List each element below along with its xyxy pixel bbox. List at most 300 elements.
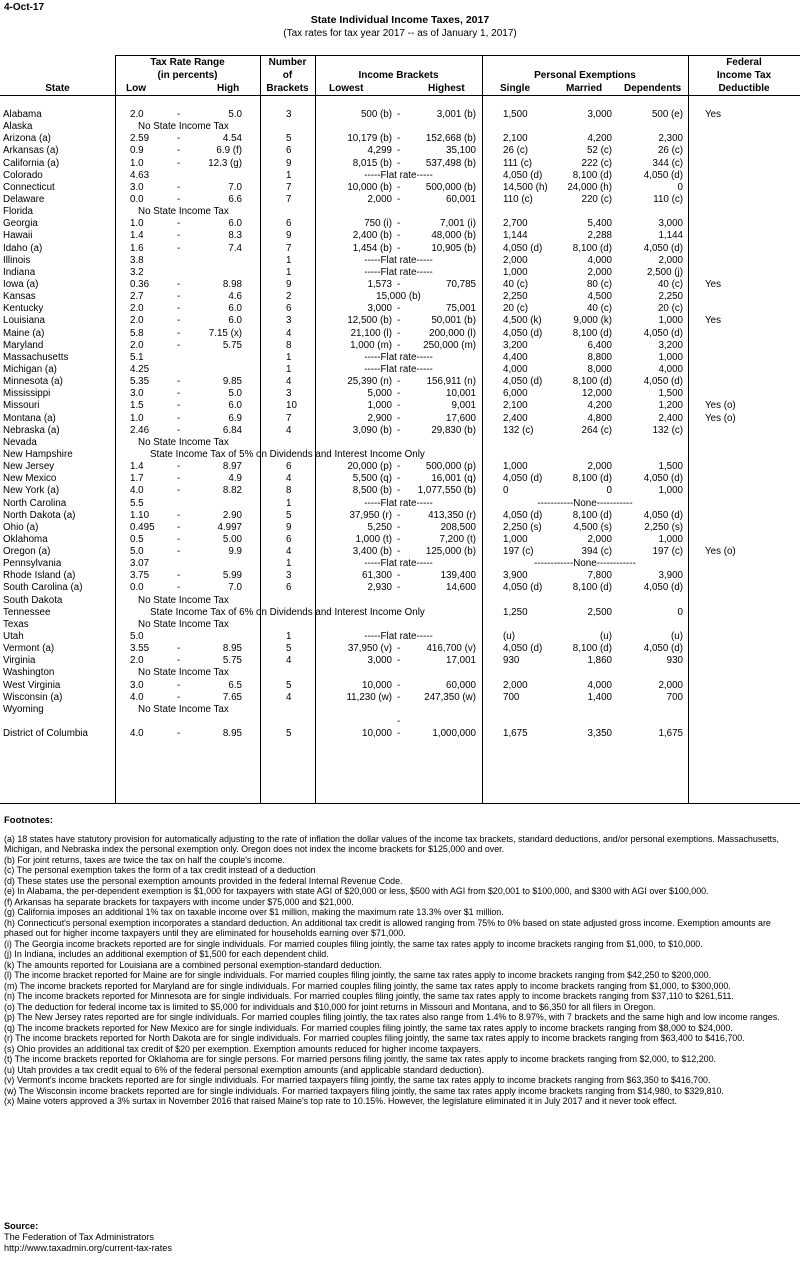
exemption-dependents: 0 [677, 181, 683, 193]
bracket-count: 8 [286, 339, 292, 351]
exemption-married: 6,400 [587, 339, 612, 351]
flat-rate-note: -----Flat rate----- [364, 363, 433, 375]
bracket-count: 3 [286, 315, 292, 327]
state-name: Washington [3, 667, 55, 679]
exemption-dependents: 4,050 (d) [643, 582, 683, 594]
rate-low: 3.07 [130, 558, 150, 570]
federal-deductible: Yes (o) [705, 412, 736, 424]
rate-high: 6.9 (f) [216, 145, 242, 157]
table-row [0, 364, 800, 376]
bracket-count: 6 [286, 145, 292, 157]
range-dash: - [397, 424, 401, 436]
exemption-dependents: (u) [671, 631, 683, 643]
rate-high: 6.9 [228, 412, 242, 424]
federal-deductible: Yes [705, 109, 721, 120]
state-name: Florida [3, 206, 33, 218]
range-dash: - [177, 679, 181, 691]
range-dash: - [177, 109, 181, 120]
rate-low: 3.8 [130, 254, 144, 266]
footnote: (w) The Wisconsin income brackets reported are for single individuals. For married taxpayers filing jointly, the same tax rates apply income brackets ranging from $14,980, to $329,810. [4, 1085, 724, 1096]
footnote: (b) For joint returns, taxes are twice the tax on half the couple's income. [4, 854, 285, 865]
exemption-single: 2,250 (s) [503, 521, 542, 533]
state-name: South Dakota [3, 594, 63, 606]
bracket-count: 9 [286, 157, 292, 169]
state-name: Massachusetts [3, 351, 69, 363]
table-row [0, 522, 800, 534]
bracket-count: 9 [286, 230, 292, 242]
rate-high: 5.0 [228, 388, 242, 400]
table-row [0, 558, 800, 570]
bracket-count: 4 [286, 424, 292, 436]
no-exemption-note: -----------None----------- [537, 497, 633, 509]
rate-low: 4.0 [130, 728, 144, 740]
rate-low: 5.8 [130, 327, 144, 339]
range-dash: - [397, 485, 401, 497]
exemption-dependents: 2,000 [658, 679, 683, 691]
income-lowest: 37,950 (r) [349, 509, 392, 521]
income-lowest: 10,179 (b) [347, 133, 392, 145]
bracket-count: 8 [286, 485, 292, 497]
exemption-dependents: 4,050 (d) [643, 169, 683, 181]
exemption-dependents: 1,675 [658, 728, 683, 740]
table-row [0, 582, 800, 594]
range-dash: - [177, 157, 181, 169]
range-dash: - [177, 181, 181, 193]
exemption-single: 0 [503, 485, 509, 497]
range-dash: - [177, 278, 181, 290]
range-dash: - [177, 521, 181, 533]
income-highest: 17,001 [446, 655, 476, 667]
exemption-dependents: 1,500 [658, 388, 683, 400]
dividend-tax-note: State Income Tax of 5% on Dividends and Interest Income Only [150, 448, 425, 460]
exemption-dependents: 700 [666, 691, 683, 703]
range-dash: - [177, 461, 181, 473]
state-name: Georgia [3, 218, 38, 230]
state-name: Wyoming [3, 703, 44, 715]
state-name: Maryland [3, 339, 44, 351]
rate-low: 2.0 [130, 315, 144, 327]
header-bottom-rule [0, 95, 800, 96]
range-dash: - [177, 242, 181, 254]
exemption-married: 4,000 [587, 679, 612, 691]
range-dash: - [397, 461, 401, 473]
bracket-count: 1 [286, 497, 292, 509]
rate-high: 5.00 [222, 533, 242, 545]
state-name: Michigan (a) [3, 363, 57, 375]
exemption-single: 3,900 [503, 570, 528, 582]
rate-low: 3.75 [130, 570, 150, 582]
range-dash: - [177, 473, 181, 485]
exemption-dependents: 1,500 [658, 461, 683, 473]
table-row [0, 170, 800, 182]
table-row [0, 315, 800, 327]
state-name: Texas [3, 618, 29, 630]
federal-deductible: Yes [705, 278, 721, 290]
footnote: (u) Utah provides a tax credit equal to 6% of the federal personal exemption amounts (and applicable standard deduction). [4, 1064, 485, 1075]
income-lowest: 3,000 [367, 655, 392, 667]
bracket-count: 6 [286, 218, 292, 230]
income-lowest: 3,090 (b) [352, 424, 392, 436]
footnote: (f) Arkansas ha separate brackets for taxpayers with income under $75,000 and $21,000. [4, 896, 354, 907]
footnote: (o) The deduction for federal income tax is limited to $5,000 for individuals and $10,000 for joint returns in Missouri and Montana, and to $6,350 for all filers in Oregon. [4, 1001, 656, 1012]
income-highest: 500,000 (p) [425, 461, 476, 473]
range-dash: - [397, 109, 401, 120]
flat-rate-note: -----Flat rate----- [364, 558, 433, 570]
bracket-count: 1 [286, 169, 292, 181]
range-dash: - [397, 509, 401, 521]
no-tax-note: No State Income Tax [138, 703, 229, 715]
footnote: (d) These states use the personal exemption amounts provided in the federal Internal Revenue Code. [4, 875, 403, 886]
bracket-count: 2 [286, 291, 292, 303]
income-lowest: 500 (b) [360, 109, 392, 120]
exemption-married: 2,000 [587, 266, 612, 278]
exemption-single: 1,250 [503, 606, 528, 618]
table-row [0, 255, 800, 267]
exemption-single: 1,000 [503, 461, 528, 473]
table-row [0, 716, 800, 728]
rate-high: 5.0 [228, 109, 242, 120]
state-name: Alabama [3, 109, 42, 120]
rate-high: 9.9 [228, 546, 242, 558]
range-dash: - [177, 218, 181, 230]
exemption-married: 394 (c) [581, 546, 612, 558]
table-row [0, 413, 800, 425]
rate-high: 7.0 [228, 181, 242, 193]
exemption-dependents: 4,050 (d) [643, 242, 683, 254]
exemption-dependents: 40 (c) [657, 278, 683, 290]
range-dash: - [397, 388, 401, 400]
table-row [0, 680, 800, 692]
footnote: (p) The New Jersey rates reported are for single individuals. For married couples filing jointly, the tax rates also range from 1.4% to 8.97%, with 7 brackets and the same high and low income ranges. [4, 1012, 780, 1022]
rate-high: 7.15 (x) [208, 327, 242, 339]
table-row [0, 498, 800, 510]
footnotes-list [4, 834, 794, 1107]
header-of: of [282, 70, 293, 81]
range-dash: - [177, 570, 181, 582]
exemption-dependents: 2,500 (j) [647, 266, 683, 278]
range-dash: - [397, 570, 401, 582]
exemption-single: 4,050 (d) [503, 242, 543, 254]
exemption-dependents: 197 (c) [652, 546, 683, 558]
exemption-single: 4,050 (d) [503, 376, 543, 388]
range-dash: - [397, 315, 401, 327]
flat-rate-note: -----Flat rate----- [364, 351, 433, 363]
rate-high: 8.97 [222, 461, 242, 473]
exemption-single: 4,050 (d) [503, 582, 543, 594]
income-lowest: 8,015 (b) [352, 157, 392, 169]
state-name: Iowa (a) [3, 278, 39, 290]
federal-deductible: Yes [705, 315, 721, 327]
table-row [0, 352, 800, 364]
exemption-single: 40 (c) [503, 278, 529, 290]
exemption-dependents: 4,050 (d) [643, 643, 683, 655]
income-lowest: 20,000 (p) [347, 461, 392, 473]
range-dash: - [397, 691, 401, 703]
state-name: Colorado [3, 169, 43, 181]
bracket-count: 4 [286, 546, 292, 558]
rate-low: 2.0 [130, 655, 144, 667]
exemption-dependents: 4,050 (d) [643, 376, 683, 388]
federal-deductible: Yes (o) [705, 400, 736, 412]
range-dash: - [177, 546, 181, 558]
bracket-count: 1 [286, 266, 292, 278]
state-name: Ohio (a) [3, 521, 39, 533]
exemption-married: 2,000 [587, 461, 612, 473]
rate-high: 2.90 [222, 509, 242, 521]
exemption-married: 8,800 [587, 351, 612, 363]
state-name: New Jersey [3, 461, 55, 473]
exemption-single: 3,200 [503, 339, 528, 351]
exemption-dependents: 3,900 [658, 570, 683, 582]
source-url[interactable]: http://www.taxadmin.org/current-tax-rates [4, 1243, 172, 1253]
rate-high: 5.99 [222, 570, 242, 582]
exemption-married: 80 (c) [586, 278, 612, 290]
range-dash: - [397, 521, 401, 533]
exemption-married: 7,800 [587, 570, 612, 582]
rate-low: 0.495 [130, 521, 155, 533]
table-row [0, 291, 800, 303]
table-row [0, 145, 800, 157]
income-highest: 17,600 [446, 412, 476, 424]
state-name: District of Columbia [3, 728, 88, 740]
exemption-single: 4,050 (d) [503, 643, 543, 655]
range-dash: - [397, 133, 401, 145]
exemption-single: 20 (c) [503, 303, 529, 315]
exemption-married: (u) [600, 631, 612, 643]
income-lowest: 1,573 [367, 278, 392, 290]
income-highest: 14,600 [446, 582, 476, 594]
exemption-single: 1,000 [503, 533, 528, 545]
range-dash: - [397, 145, 401, 157]
range-dash: - [397, 327, 401, 339]
income-highest: 250,000 (m) [423, 339, 476, 351]
header-single: Single [500, 83, 531, 94]
bracket-count: 7 [286, 412, 292, 424]
rate-low: 2.0 [130, 303, 144, 315]
exemption-single: 4,050 (d) [503, 509, 543, 521]
no-tax-note: No State Income Tax [138, 436, 229, 448]
state-name: Virginia [3, 655, 36, 667]
exemption-married: 8,100 (d) [572, 242, 612, 254]
exemption-dependents: 2,000 [658, 254, 683, 266]
range-dash: - [177, 339, 181, 351]
range-dash: - [397, 473, 401, 485]
table-row [0, 473, 800, 485]
state-name: New Mexico [3, 473, 57, 485]
income-lowest: 2,900 [367, 412, 392, 424]
footnotes-section [4, 816, 794, 1107]
state-name: Wisconsin (a) [3, 691, 63, 703]
source-org: The Federation of Tax Administrators [4, 1232, 154, 1242]
header-in-percents: (in percents) [157, 70, 218, 81]
table-row [0, 206, 800, 218]
income-highest: 3,001 (b) [436, 109, 476, 120]
exemption-single: 1,675 [503, 728, 528, 740]
table-row [0, 340, 800, 352]
exemption-married: 9,000 (k) [573, 315, 612, 327]
header-lowest: Lowest [329, 83, 364, 94]
income-lowest: 12,500 (b) [347, 315, 392, 327]
exemption-married: 1,860 [587, 655, 612, 667]
rate-high: 7.65 [222, 691, 242, 703]
table-row [0, 692, 800, 704]
income-highest: 35,100 [446, 145, 476, 157]
table-row [0, 121, 800, 133]
income-lowest: 3,000 [367, 303, 392, 315]
bracket-count: 1 [286, 631, 292, 643]
no-tax-note: No State Income Tax [138, 206, 229, 218]
footnote: (v) Vermont's income brackets reported are for single individuals. For married taxpayers filing jointly, the same tax rates apply to income brackets ranging from $63,350 to $416,700. [4, 1075, 711, 1085]
bracket-count: 4 [286, 691, 292, 703]
exemption-dependents: 110 (c) [653, 193, 683, 205]
state-name: Arizona (a) [3, 133, 51, 145]
exemption-single: 930 [503, 655, 520, 667]
table-row [0, 461, 800, 473]
table-row [0, 631, 800, 643]
range-dash: - [397, 242, 401, 254]
flat-rate-note: -----Flat rate----- [364, 497, 433, 509]
rate-low: 1.4 [130, 230, 144, 242]
bracket-count: 1 [286, 363, 292, 375]
range-dash: - [177, 655, 181, 667]
rate-high: 8.95 [222, 728, 242, 740]
table-row [0, 328, 800, 340]
exemption-married: 3,000 [587, 109, 612, 120]
rate-low: 1.0 [130, 218, 144, 230]
exemption-married: 4,200 [587, 400, 612, 412]
range-dash: - [397, 728, 401, 740]
rate-low: 4.0 [130, 691, 144, 703]
rate-low: 2.46 [130, 424, 150, 436]
exemption-dependents: 4,000 [658, 363, 683, 375]
range-dash: - [177, 193, 181, 205]
table-row [0, 667, 800, 679]
rate-high: 4.997 [217, 521, 242, 533]
exemption-single: 132 (c) [503, 424, 534, 436]
table-row [0, 230, 800, 242]
table-row [0, 728, 800, 740]
exemption-single: 2,400 [503, 412, 528, 424]
exemption-single: 4,050 (d) [503, 327, 543, 339]
table-row [0, 704, 800, 716]
state-name: Rhode Island (a) [3, 570, 76, 582]
state-name: Tennessee [3, 606, 51, 618]
header-high: High [217, 83, 240, 94]
exemption-dependents: 3,000 [658, 218, 683, 230]
income-highest: 156,911 (n) [426, 376, 476, 388]
state-name: Hawaii [3, 230, 33, 242]
table-row [0, 534, 800, 546]
exemption-married: 5,400 [587, 218, 612, 230]
bracket-count: 5 [286, 509, 292, 521]
state-name: West Virginia [3, 679, 61, 691]
rate-high: 6.6 [228, 193, 242, 205]
range-dash: - [397, 218, 401, 230]
table-row [0, 619, 800, 631]
table-row [0, 510, 800, 522]
table-row [0, 400, 800, 412]
exemption-single: 2,000 [503, 679, 528, 691]
exemption-dependents: 2,400 [658, 412, 683, 424]
rate-low: 2.59 [130, 133, 150, 145]
income-lowest: 21,100 (l) [350, 327, 392, 339]
exemption-married: 4,000 [587, 254, 612, 266]
income-lowest: 11,230 (w) [346, 691, 392, 703]
state-name: New Hampshire [3, 448, 73, 460]
bracket-count: 1 [286, 254, 292, 266]
table-row [0, 243, 800, 255]
exemption-married: 2,288 [587, 230, 612, 242]
exemption-single: 4,050 (d) [503, 473, 543, 485]
exemption-married: 24,000 (h) [567, 181, 612, 193]
rate-low: 0.9 [130, 145, 144, 157]
range-dash: - [397, 643, 401, 655]
range-dash: - [177, 485, 181, 497]
exemption-single: 2,250 [503, 291, 528, 303]
bracket-count: 3 [286, 109, 292, 120]
table-row [0, 570, 800, 582]
exemption-married: 40 (c) [586, 303, 612, 315]
exemption-married: 52 (c) [586, 145, 612, 157]
rate-low: 1.5 [130, 400, 144, 412]
header-deductible: Deductible [718, 83, 770, 94]
exemption-married: 4,800 [587, 412, 612, 424]
range-dash: - [177, 643, 181, 655]
exemption-married: 8,100 (d) [572, 643, 612, 655]
table-row [0, 425, 800, 437]
income-highest: 139,400 [440, 570, 476, 582]
table-row [0, 279, 800, 291]
exemption-married: 264 (c) [581, 424, 612, 436]
rate-low: 3.2 [130, 266, 144, 278]
income-lowest: 750 (i) [364, 218, 392, 230]
state-name: South Carolina (a) [3, 582, 83, 594]
range-dash: - [397, 339, 401, 351]
state-name: California (a) [3, 157, 60, 169]
income-lowest: 10,000 [362, 679, 392, 691]
header-top-rule [115, 55, 800, 56]
rate-low: 2.0 [130, 109, 144, 120]
rate-high: 6.0 [228, 400, 242, 412]
bracket-count: 4 [286, 473, 292, 485]
rate-high: 8.98 [222, 278, 242, 290]
rate-low: 3.55 [130, 643, 150, 655]
footnote: (i) The Georgia income brackets reported are for single individuals. For married couples filing jointly, the same tax rates apply to income brackets ranging from $1,000, to $10,000. [4, 938, 703, 949]
exemption-single: 26 (c) [503, 145, 529, 157]
footnote: (t) The income brackets reported for Oklahoma are for single persons. For married persons filing jointly, the same tax rates apply to income brackets ranging from $2,000, to $12,200. [4, 1054, 716, 1064]
exemption-married: 4,500 [587, 291, 612, 303]
rate-high: 5.75 [222, 655, 242, 667]
footnote: (g) California imposes an additional 1% tax on taxable income over $1 million, making the maximum rate 13.3% over $1 million. [4, 907, 504, 917]
range-dash: - [177, 230, 181, 242]
table-row [0, 595, 800, 607]
date-label: 4-Oct-17 [4, 2, 45, 13]
exemption-married: 220 (c) [581, 193, 612, 205]
rate-low: 0.0 [130, 193, 144, 205]
state-name: Vermont (a) [3, 643, 55, 655]
header-tax-rate-range: Tax Rate Range [150, 57, 225, 68]
rate-low: 5.0 [130, 631, 144, 643]
exemption-dependents: 4,050 (d) [643, 509, 683, 521]
table-row [0, 303, 800, 315]
rate-high: 6.5 [228, 679, 242, 691]
range-dash: - [177, 691, 181, 703]
exemption-married: 8,100 (d) [572, 473, 612, 485]
bracket-count: 5 [286, 133, 292, 145]
state-name: Louisiana [3, 315, 45, 327]
exemption-married: 1,400 [587, 691, 612, 703]
footnote: (h) Connecticut's personal exemption incorporates a standard deduction. An additional tax credit is allowed ranging from 75% to 0% based on state adjusted gross income. Exemption amounts are phased out for higher income taxpayers until they are eliminated for households earning over $71,000. [4, 917, 771, 938]
